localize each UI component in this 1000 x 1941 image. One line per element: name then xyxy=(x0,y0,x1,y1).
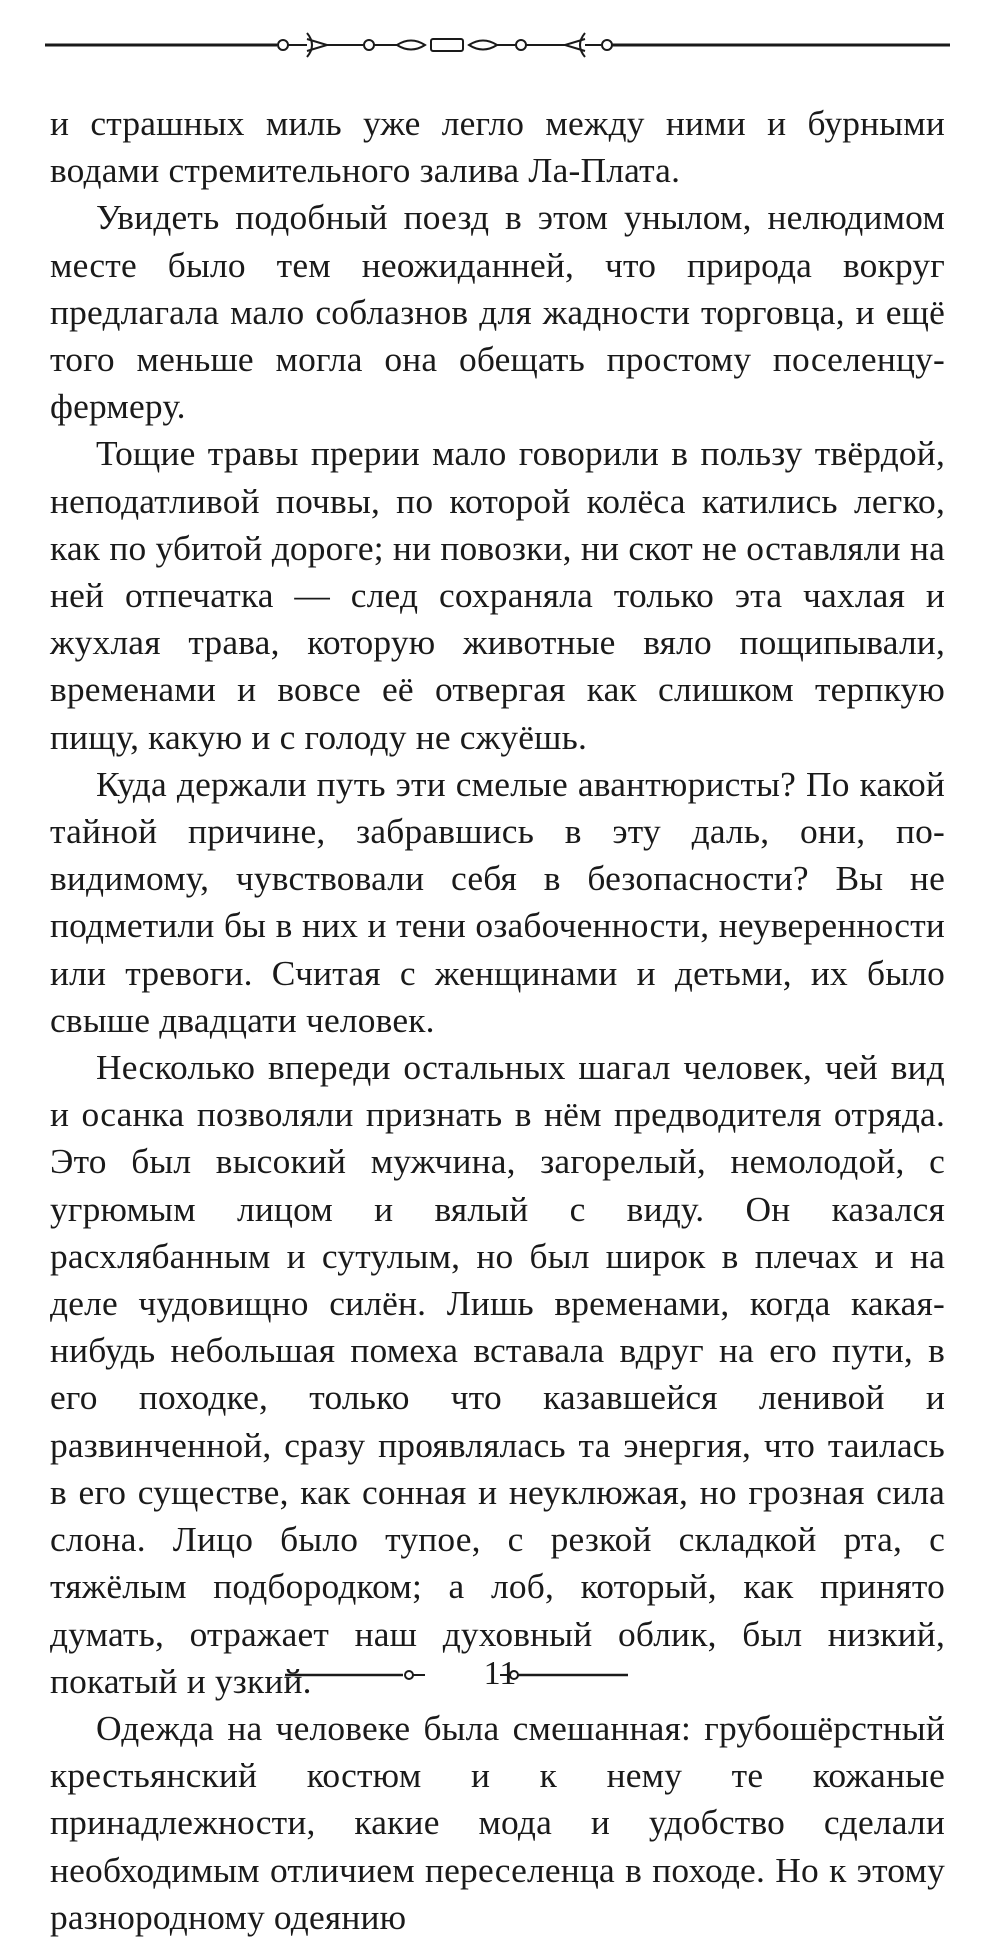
page-number: 11 xyxy=(483,1655,517,1692)
footer-ornament-left xyxy=(285,1665,435,1685)
paragraph-2: Увидеть подобный поезд в этом унылом, нелюдимом месте было тем неожиданней, что природа вокруг предлагала мало соблазнов для жадности торговца, и ещё того меньше могла она обещать простому поселенцу-фермеру. xyxy=(50,197,945,427)
top-ornament-divider xyxy=(45,28,950,62)
paragraph-6: Одежда на человеке была смешанная: грубошёрстный крестьянский костюм и к нему те кожаные принадлежности, какие мода и удобство сделали необходимым отличием переселенца в походе. Но к этому разнородному одеянию xyxy=(50,1707,945,1937)
paragraph-3: Тощие травы прерии мало говорили в пользу твёрдой, неподатливой почвы, по которой колёса катились легко, как по убитой дороге; ни повозки, ни скот не оставляли на ней отпечатка — след сохраняла только эта чахлая и жухлая трава, которую животные вяло пощипывали, временами и вовсе её отвергая как слишком терпкую пищу, какую и с голоду не сжуёшь. xyxy=(50,433,945,757)
paragraph-4: Куда держали путь эти смелые авантюристы? По какой тайной причине, забравшись в эту даль, они, по-видимому, чувствовали себя в безопасности? Вы не подметили бы в них и тени озабоченности, неуверенности или тревоги. Считая с женщинами и детьми, их было свыше двадцати человек. xyxy=(50,763,945,1040)
paragraph-1: и страшных миль уже легло между ними и бурными водами стремительного залива Ла-Плата. xyxy=(50,103,945,191)
paragraph-5: Несколько впереди остальных шагал человек, чей вид и осанка позволяли признать в нём предводителя отряда. Это был высокий мужчина, загорелый, немолодой, с угрюмым лицом и вялый с виду. Он казался расхлябанным и сутулым, но был широк в плечах и на деле чудовищно силён. Лишь временами, когда какая-нибудь небольшая помеха вставала вдруг на его пути, в его походке, только что казавшейся ленивой и развинченной, сразу проявлялась та энергия, что таилась в его существе, как сонная и неуклюжая, но грозная сила слона. Лицо было тупое, с резкой складкой рта, с тяжёлым подбородком; а лоб, который, как принято думать, отражает наш духовный облик, был низкий, покатый и узкий. xyxy=(50,1047,945,1701)
